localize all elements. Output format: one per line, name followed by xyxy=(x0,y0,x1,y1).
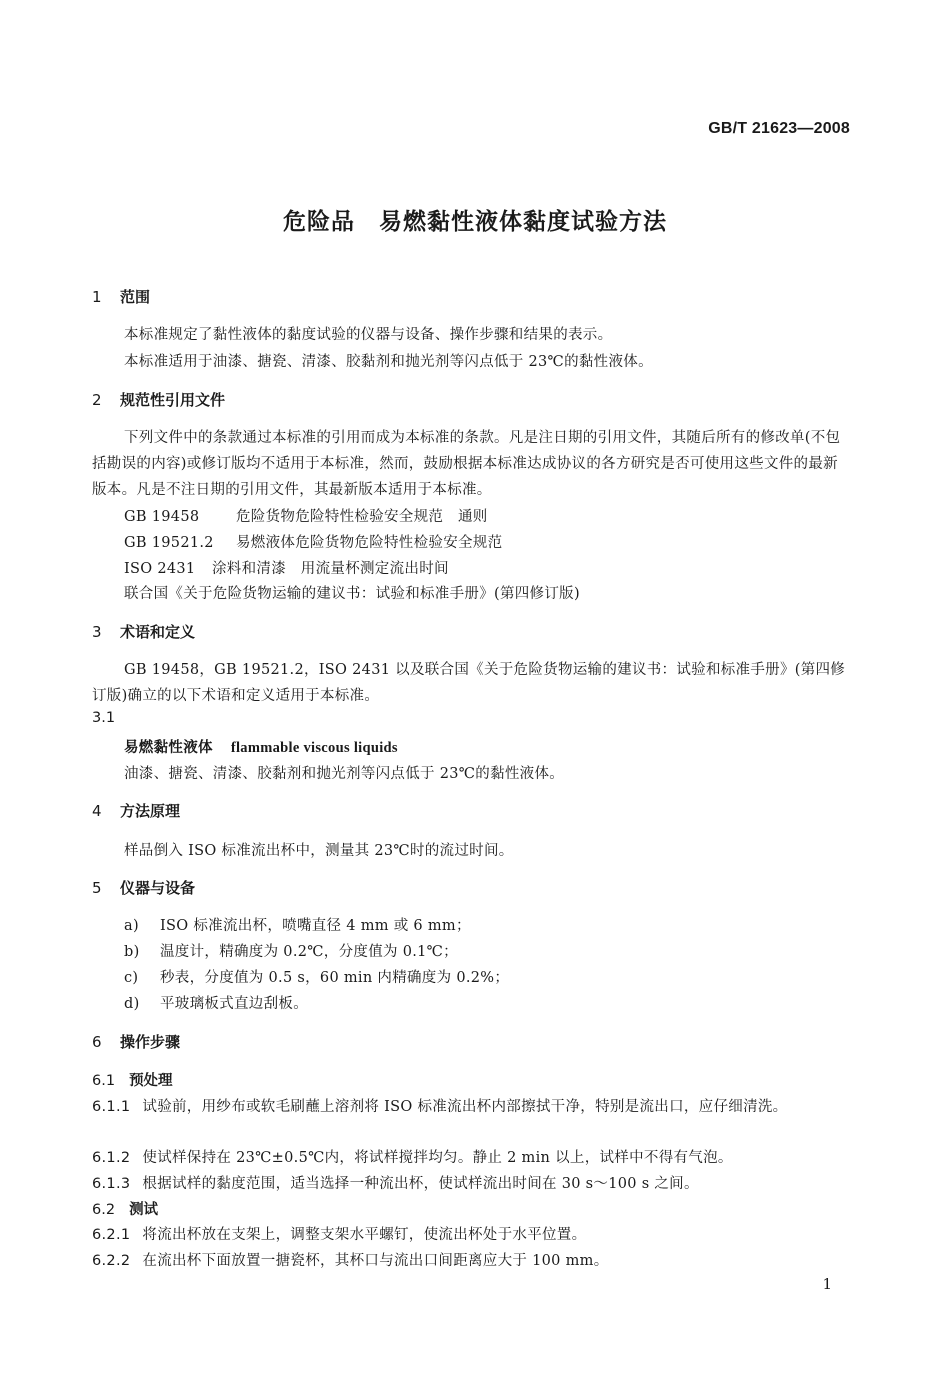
section-3-paragraph: GB 19458，GB 19521.2，ISO 2431 以及联合国《关于危险货物运输的建议书：试验和标准手册》(第四修订版)确立的以下术语和定义适用于本标准。 xyxy=(92,662,846,704)
list-item: a) ISO 标准流出杯，喷嘴直径 4 mm 或 6 mm； xyxy=(124,918,471,934)
document-title xyxy=(0,203,950,236)
title-part2: 易燃黏性液体黏度试验方法 xyxy=(379,209,667,235)
clause-6-1-1: 6.1.1 试验前，用纱布或软毛刷蘸上溶剂将 ISO 标准流出杯内部擦拭干净，特别是流出口，应仔细清洗。 xyxy=(92,1099,788,1115)
term-english: flammable viscous liquids xyxy=(230,740,398,756)
term-entry xyxy=(124,736,398,757)
reference-item: GB 19521.2 易燃液体危险货物危险特性检验安全规范 xyxy=(124,535,503,551)
reference-item: ISO 2431 涂料和清漆 用流量杯测定流出时间 xyxy=(124,561,449,577)
clause-6-2-1: 6.2.1 将流出杯放在支架上，调整支架水平螺钉，使流出杯处于水平位置。 xyxy=(92,1227,587,1243)
section-1-paragraph-2: 本标准适用于油漆、搪瓷、清漆、胶黏剂和抛光剂等闪点低于 23℃的黏性液体。 xyxy=(124,354,653,370)
term-chinese: 易燃黏性液体 xyxy=(124,740,213,756)
section-1-paragraph-1: 本标准规定了黏性液体的黏度试验的仪器与设备、操作步骤和结果的表示。 xyxy=(124,327,613,343)
page-number: 1 xyxy=(822,1275,832,1293)
list-item: c) 秒表，分度值为 0.5 s，60 min 内精确度为 0.2%； xyxy=(124,970,510,986)
section-6-heading: 6 操作步骤 xyxy=(92,1033,181,1051)
section-4-paragraph: 样品倒入 ISO 标准流出杯中，测量其 23℃时的流过时间。 xyxy=(124,843,514,859)
clause-6-1-2: 6.1.2 使试样保持在 23℃±0.5℃内，将试样搅拌均匀。静止 2 min 以上，试样中不得有气泡。 xyxy=(92,1150,733,1166)
standard-code: GB/T 21623—2008 xyxy=(708,120,850,137)
list-item: b) 温度计，精确度为 0.2℃，分度值为 0.1℃； xyxy=(124,944,458,960)
clause-6-2-2: 6.2.2 在流出杯下面放置一搪瓷杯，其杯口与流出口间距离应大于 100 mm。 xyxy=(92,1253,609,1269)
term-definition: 油漆、搪瓷、清漆、胶黏剂和抛光剂等闪点低于 23℃的黏性液体。 xyxy=(124,766,565,782)
subsection-6-1-heading: 6.1 预处理 xyxy=(92,1073,173,1089)
section-5-heading: 5 仪器与设备 xyxy=(92,879,196,897)
reference-item: GB 19458 危险货物危险特性检验安全规范 通则 xyxy=(124,509,488,525)
section-3-heading: 3 术语和定义 xyxy=(92,623,196,641)
subsection-3-1-number: 3.1 xyxy=(92,710,116,726)
list-item: d) 平玻璃板式直边刮板。 xyxy=(124,996,308,1012)
reference-un: 联合国《关于危险货物运输的建议书：试验和标准手册》(第四修订版) xyxy=(124,586,580,602)
section-2-paragraph: 下列文件中的条款通过本标准的引用而成为本标准的条款。凡是注日期的引用文件，其随后所有的修改单(不包括勘误的内容)或修订版均不适用于本标准，然而，鼓励根据本标准达成协议的各方研究是否可使用这些文件的最新版本。凡是不注日期的引用文件，其最新版本适用于本标准。 xyxy=(92,430,841,498)
section-1-heading: 1 范围 xyxy=(92,288,151,306)
subsection-6-2-heading: 6.2 测试 xyxy=(92,1202,159,1218)
title-part1: 危险品 xyxy=(283,209,355,235)
clause-6-1-3: 6.1.3 根据试样的黏度范围，适当选择一种流出杯，使试样流出时间在 30 s～100 s 之间。 xyxy=(92,1176,699,1192)
section-4-heading: 4 方法原理 xyxy=(92,802,181,820)
section-2-heading: 2 规范性引用文件 xyxy=(92,391,226,409)
